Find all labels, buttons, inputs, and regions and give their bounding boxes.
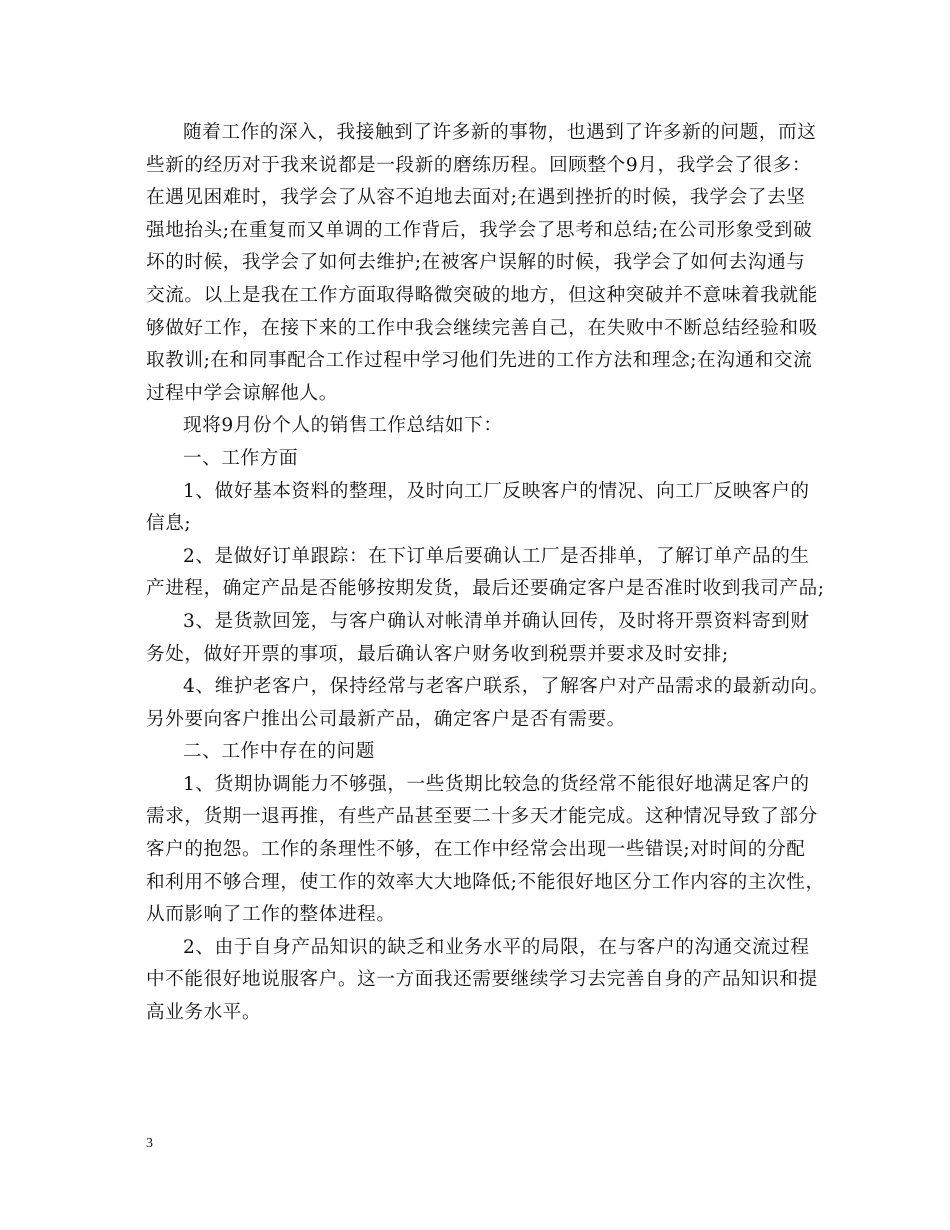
page-number: 3 (146, 1136, 153, 1151)
text-line: 信息; (146, 513, 192, 535)
text-line: 2、是做好订单跟踪：在下订单后要确认工厂是否排单，了解订单产品的生 (183, 545, 810, 567)
text-line: 需求，货期一退再推，有些产品甚至要二十多天才能完成。这种情况导致了部分 (146, 806, 818, 828)
text-line: 一、工作方面 (183, 447, 299, 469)
text-line: 坏的时候，我学会了如何去维护;在被客户误解的时候，我学会了如何去沟通与 (146, 252, 806, 274)
text-line: 和利用不够合理，使工作的效率大大地降低;不能很好地区分工作内容的主次性， (146, 871, 825, 893)
paragraph-summary-intro (146, 410, 811, 443)
text-line: 从而影响了工作的整体进程。 (146, 904, 396, 926)
text-line: 随着工作的深入，我接触到了许多新的事物，也遇到了许多新的问题，而这 (183, 122, 817, 143)
paragraph-problem-2 (146, 932, 818, 1030)
text-line: 高业务水平。 (146, 1002, 262, 1024)
text-line: 另外要向客户推出公司最新产品，确定客户是否有需要。 (146, 708, 626, 730)
text-line: 些新的经历对于我来说都是一段新的磨练历程。回顾整个9月，我学会了很多： (146, 154, 812, 176)
paragraph-work-item-3 (146, 606, 811, 671)
text-line: 务处，做好开票的事项，最后确认客户财务收到税票并要求及时安排; (146, 643, 729, 665)
text-line: 强地抬头;在重复而又单调的工作背后，我学会了思考和总结;在公司形象受到破 (146, 219, 813, 241)
text-line: 过程中学会谅解他人。 (146, 382, 338, 404)
text-line: 2、由于自身产品知识的缺乏和业务水平的局限，在与客户的沟通交流过程 (183, 936, 810, 958)
text-line: 交流。以上是我在工作方面取得略微突破的地方，但这种突破并不意味着我就能 (146, 284, 818, 306)
text-line: 中不能很好地说服客户。这一方面我还需要继续学习去完善自身的产品知识和提 (146, 969, 818, 991)
section-heading-problems (146, 736, 811, 769)
section-heading-work (146, 443, 811, 476)
text-line: 取教训;在和同事配合工作过程中学习他们先进的工作方法和理念;在沟通和交流 (146, 350, 813, 372)
text-line: 在遇见困难时，我学会了从容不迫地去面对;在遇到挫折的时候，我学会了去坚 (146, 187, 806, 209)
text-line: 现将9月份个人的销售工作总结如下： (183, 415, 503, 437)
document-body (146, 117, 829, 1030)
text-line: 客户的抱怨。工作的条理性不够，在工作中经常会出现一些错误;对时间的分配 (146, 839, 806, 861)
paragraph-intro (146, 117, 818, 410)
text-line: 3、是货款回笼，与客户确认对帐清单并确认回传，及时将开票资料寄到财 (183, 610, 810, 632)
text-line: 1、货期协调能力不够强，一些货期比较急的货经常不能很好地满足客户的 (183, 773, 810, 795)
paragraph-work-item-1 (146, 476, 811, 541)
text-line: 1、做好基本资料的整理，及时向工厂反映客户的情况、向工厂反映客户的 (183, 480, 810, 502)
text-line: 够做好工作，在接下来的工作中我会继续完善自己，在失败中不断总结经验和吸 (146, 317, 818, 339)
paragraph-work-item-2 (146, 541, 825, 606)
text-line: 产进程，确定产品是否能够按期发货，最后还要确定客户是否准时收到我司产品; (146, 578, 825, 600)
text-line: 二、工作中存在的问题 (183, 741, 375, 763)
paragraph-work-item-4 (146, 671, 829, 736)
text-line: 4、维护老客户，保持经常与老客户联系，了解客户对产品需求的最新动向。 (183, 676, 829, 698)
paragraph-problem-1 (146, 769, 825, 932)
